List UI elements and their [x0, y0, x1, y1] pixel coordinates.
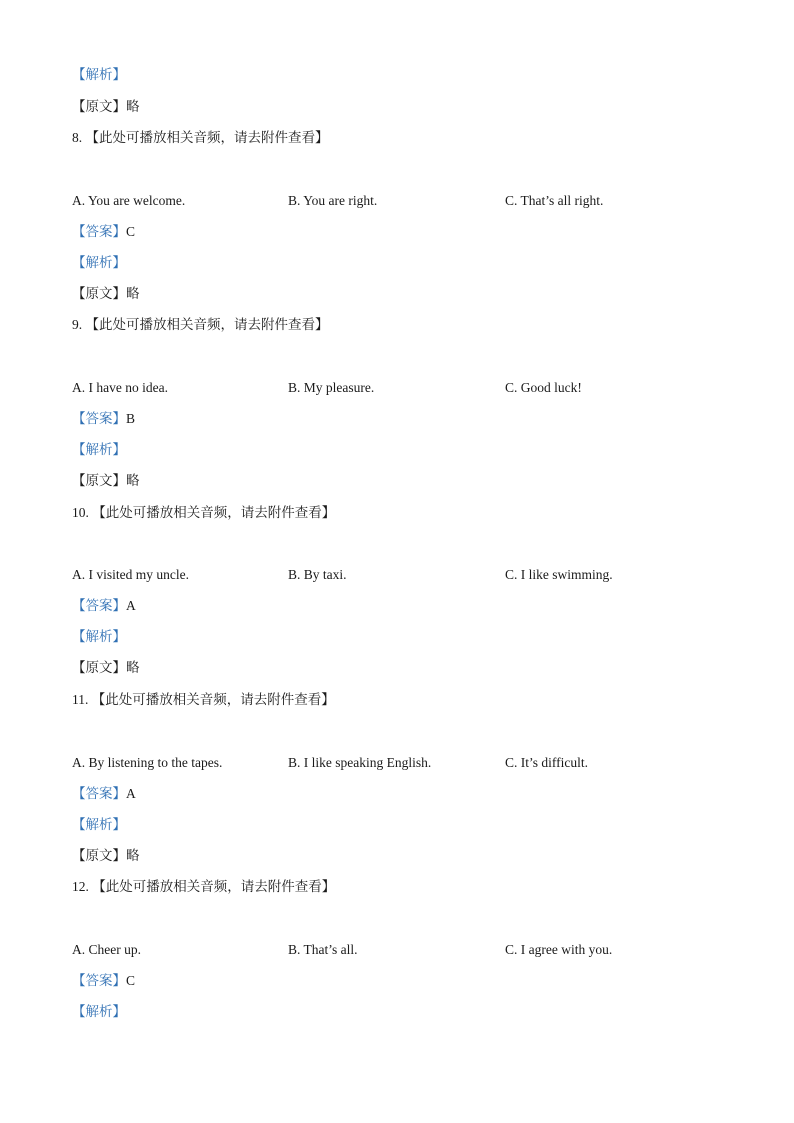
option-b: B. My pleasure.: [288, 380, 375, 395]
original-line: [72, 99, 140, 115]
original-text: 略: [126, 286, 140, 301]
option-a: A. You are welcome.: [72, 193, 186, 208]
original-label: 【原文】: [72, 473, 126, 488]
option-a: A. I visited my uncle.: [72, 567, 189, 582]
answer-line: [72, 973, 135, 989]
option-b: B. By taxi.: [288, 567, 347, 582]
answer-label: 【答案】: [72, 973, 126, 988]
question-number: 9.: [72, 317, 83, 332]
analysis-label: 【解析】: [72, 67, 126, 82]
option-b: B. That’s all.: [288, 942, 358, 957]
question-10-header: [72, 505, 335, 521]
analysis-line: [72, 255, 126, 271]
answer-line: [72, 786, 136, 802]
analysis-label: 【解析】: [72, 817, 126, 832]
answer-line: [72, 411, 135, 427]
analysis-line: [72, 629, 126, 645]
original-text: 略: [126, 660, 140, 675]
option-a: A. By listening to the tapes.: [72, 755, 223, 770]
original-label: 【原文】: [72, 286, 126, 301]
question-number: 10.: [72, 505, 89, 520]
answer-value: C: [126, 224, 136, 239]
original-line: [72, 848, 140, 864]
question-number: 11.: [72, 692, 89, 707]
option-c: C. Good luck!: [505, 380, 582, 395]
original-text: 略: [126, 473, 140, 488]
answer-value: A: [126, 598, 136, 613]
question-11-header: [72, 692, 335, 708]
answer-label: 【答案】: [72, 786, 126, 801]
answer-label: 【答案】: [72, 598, 126, 613]
option-a: A. Cheer up.: [72, 942, 141, 957]
answer-label: 【答案】: [72, 224, 126, 239]
original-line: [72, 660, 140, 676]
answer-value: A: [126, 786, 136, 801]
question-8-header: [72, 130, 329, 146]
analysis-label: 【解析】: [72, 442, 126, 457]
analysis-line: [72, 1004, 126, 1020]
answer-line: [72, 224, 135, 240]
option-c: C. I like swimming.: [505, 567, 613, 582]
option-c: C. It’s difficult.: [505, 755, 588, 770]
question-12-header: [72, 879, 335, 895]
audio-prompt: 【此处可播放相关音频，请去附件查看】: [92, 879, 336, 894]
option-b: B. You are right.: [288, 193, 378, 208]
option-c: C. I agree with you.: [505, 942, 613, 957]
question-9-header: [72, 317, 329, 333]
analysis-line: [72, 67, 126, 83]
analysis-label: 【解析】: [72, 255, 126, 270]
question-number: 8.: [72, 130, 83, 145]
original-label: 【原文】: [72, 99, 126, 114]
original-label: 【原文】: [72, 660, 126, 675]
original-label: 【原文】: [72, 848, 126, 863]
option-b: B. I like speaking English.: [288, 755, 432, 770]
option-a: A. I have no idea.: [72, 380, 168, 395]
question-number: 12.: [72, 879, 89, 894]
answer-line: [72, 598, 136, 614]
answer-value: B: [126, 411, 136, 426]
audio-prompt: 【此处可播放相关音频，请去附件查看】: [85, 130, 329, 145]
audio-prompt: 【此处可播放相关音频，请去附件查看】: [85, 317, 329, 332]
audio-prompt: 【此处可播放相关音频，请去附件查看】: [91, 692, 335, 707]
answer-label: 【答案】: [72, 411, 126, 426]
original-text: 略: [126, 848, 140, 863]
answer-value: C: [126, 973, 136, 988]
analysis-line: [72, 817, 126, 833]
analysis-label: 【解析】: [72, 1004, 126, 1019]
original-line: [72, 286, 140, 302]
original-text: 略: [126, 99, 140, 114]
option-c: C. That’s all right.: [505, 193, 604, 208]
audio-prompt: 【此处可播放相关音频，请去附件查看】: [92, 505, 336, 520]
original-line: [72, 473, 140, 489]
analysis-line: [72, 442, 126, 458]
analysis-label: 【解析】: [72, 629, 126, 644]
